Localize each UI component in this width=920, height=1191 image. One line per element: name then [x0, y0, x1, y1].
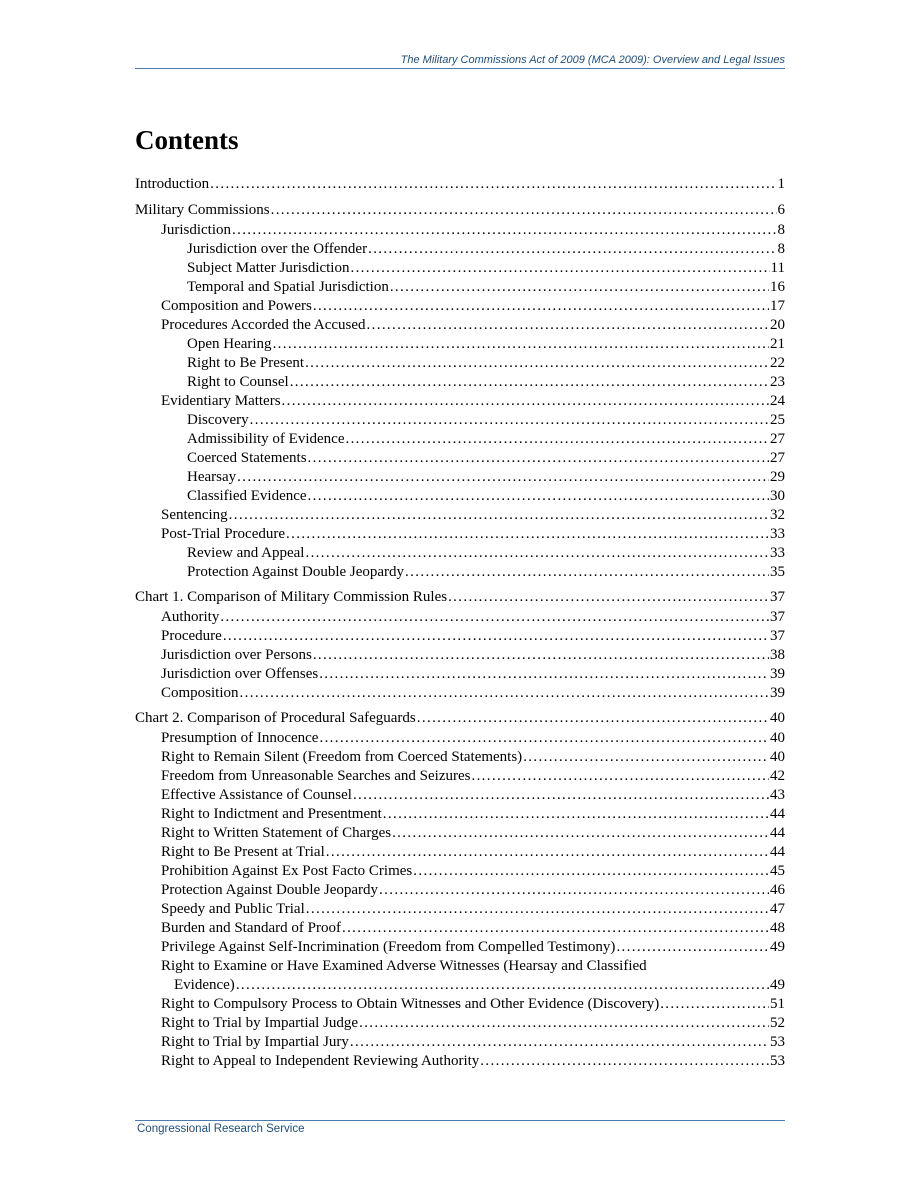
toc-entry-title: Evidentiary Matters: [161, 393, 281, 409]
dot-leader: [392, 824, 769, 843]
toc-page-number: 16: [770, 279, 785, 295]
dot-leader: [413, 862, 769, 881]
toc-entry[interactable]: [135, 748, 785, 767]
toc-entry-title: Sentencing: [161, 507, 228, 523]
toc-entry[interactable]: [135, 316, 785, 335]
dot-leader: [250, 411, 769, 430]
dot-leader: [405, 563, 769, 582]
toc-page-number: 37: [770, 628, 785, 644]
running-footer: Congressional Research Service: [137, 1123, 305, 1135]
toc-entry[interactable]: [135, 506, 785, 525]
toc-entry-title: Right to Be Present at Trial: [161, 844, 325, 860]
toc-page-number: 11: [770, 260, 785, 276]
toc-entry-title: Hearsay: [187, 469, 237, 485]
dot-leader: [471, 767, 769, 786]
header-rule: [135, 68, 785, 69]
toc-entry[interactable]: [135, 563, 785, 582]
dot-leader: [220, 608, 769, 627]
toc-page-number: 8: [777, 241, 785, 257]
dot-leader: [273, 335, 769, 354]
toc-entry[interactable]: [135, 468, 785, 487]
toc-entry[interactable]: [135, 373, 785, 392]
toc-entry-title: Right to Examine or Have Examined Adverse Witnesses (Hearsay and Classified: [161, 958, 647, 974]
toc-entry[interactable]: [135, 646, 785, 665]
dot-leader: [367, 316, 769, 335]
toc-page-number: 53: [770, 1034, 785, 1050]
toc-entry[interactable]: [135, 411, 785, 430]
toc-entry[interactable]: [135, 684, 785, 703]
dot-leader: [305, 544, 769, 563]
toc-entry[interactable]: [135, 335, 785, 354]
dot-leader: [342, 919, 769, 938]
toc-entry-title: Review and Appeal: [187, 545, 305, 561]
dot-leader: [379, 881, 769, 900]
toc-page-number: 47: [770, 901, 785, 917]
toc-page-number: 46: [770, 882, 785, 898]
toc-page-number: 40: [770, 710, 785, 726]
toc-entry-title: Authority: [161, 609, 220, 625]
toc-entry[interactable]: [135, 843, 785, 862]
toc-entry-title-continued: Evidence): [174, 977, 235, 993]
toc-entry-title: Privilege Against Self-Incrimination (Freedom from Compelled Testimony): [161, 939, 616, 955]
toc-page-number: 37: [770, 609, 785, 625]
toc-entry-title: Introduction: [135, 176, 210, 192]
toc-entry[interactable]: [135, 175, 785, 195]
dot-leader: [523, 748, 769, 767]
toc-entry-title: Jurisdiction over the Offender: [187, 241, 368, 257]
toc-entry-title: Chart 1. Comparison of Military Commission Rules: [135, 589, 448, 605]
dot-leader: [236, 976, 769, 995]
table-of-contents: [135, 175, 785, 1071]
toc-entry[interactable]: [135, 938, 785, 957]
toc-entry[interactable]: [135, 665, 785, 684]
running-header: The Military Commissions Act of 2009 (MCA 2009): Overview and Legal Issues: [400, 54, 785, 66]
toc-page-number: 52: [770, 1015, 785, 1031]
toc-page-number: 32: [770, 507, 785, 523]
toc-entry[interactable]: [135, 221, 785, 240]
toc-entry[interactable]: [135, 824, 785, 843]
dot-leader: [345, 430, 769, 449]
toc-entry[interactable]: [135, 544, 785, 563]
toc-entry-title: Protection Against Double Jeopardy: [161, 882, 379, 898]
toc-page-number: 25: [770, 412, 785, 428]
dot-leader: [417, 709, 769, 728]
toc-entry-title: Military Commissions: [135, 202, 270, 218]
dot-leader: [390, 278, 769, 297]
toc-entry-title: Temporal and Spatial Jurisdiction: [187, 279, 389, 295]
toc-entry[interactable]: [135, 919, 785, 938]
toc-page-number: 53: [770, 1053, 785, 1069]
toc-entry[interactable]: [135, 201, 785, 221]
toc-page-number: 24: [770, 393, 785, 409]
toc-page-number: 27: [770, 450, 785, 466]
toc-entry[interactable]: [135, 1014, 785, 1033]
toc-page-number: 21: [770, 336, 785, 352]
dot-leader: [319, 729, 769, 748]
toc-entry-title: Subject Matter Jurisdiction: [187, 260, 350, 276]
toc-entry-title: Protection Against Double Jeopardy: [187, 564, 405, 580]
toc-entry-title: Right to Written Statement of Charges: [161, 825, 392, 841]
dot-leader: [306, 900, 769, 919]
toc-page-number: 1: [777, 176, 785, 192]
toc-entry[interactable]: [135, 354, 785, 373]
toc-entry-title: Right to Compulsory Process to Obtain Witnesses and Other Evidence (Discovery): [161, 996, 660, 1012]
toc-entry-title: Right to Trial by Impartial Judge: [161, 1015, 359, 1031]
toc-entry-title: Classified Evidence: [187, 488, 307, 504]
dot-leader: [223, 627, 769, 646]
toc-entry-title: Procedure: [161, 628, 222, 644]
dot-leader: [326, 843, 769, 862]
toc-entry-title: Coerced Statements: [187, 450, 307, 466]
toc-entry[interactable]: [135, 1052, 785, 1071]
toc-entry[interactable]: [135, 900, 785, 919]
toc-page-number: 22: [770, 355, 785, 371]
toc-entry-title: Jurisdiction: [161, 222, 231, 238]
dot-leader: [240, 684, 769, 703]
toc-entry[interactable]: [135, 805, 785, 824]
toc-entry-title: Right to Appeal to Independent Reviewing Authority: [161, 1053, 480, 1069]
dot-leader: [359, 1014, 769, 1033]
dot-leader: [286, 525, 769, 544]
toc-page-number: 49: [770, 977, 785, 993]
dot-leader: [350, 1033, 769, 1052]
toc-entry-title: Presumption of Innocence: [161, 730, 319, 746]
toc-page-number: 43: [770, 787, 785, 803]
dot-leader: [660, 995, 769, 1014]
dot-leader: [383, 805, 769, 824]
toc-entry-title: Freedom from Unreasonable Searches and Seizures: [161, 768, 471, 784]
toc-entry-title: Burden and Standard of Proof: [161, 920, 341, 936]
dot-leader: [308, 487, 769, 506]
dot-leader: [313, 297, 769, 316]
toc-entry-title: Jurisdiction over Offenses: [161, 666, 319, 682]
toc-page-number: 48: [770, 920, 785, 936]
dot-leader: [282, 392, 769, 411]
toc-entry[interactable]: [135, 862, 785, 881]
toc-page-number: 44: [770, 806, 785, 822]
dot-leader: [319, 665, 769, 684]
toc-entry[interactable]: [135, 487, 785, 506]
toc-entry-title: Right to Counsel: [187, 374, 289, 390]
toc-page-number: 40: [770, 749, 785, 765]
toc-page-number: 49: [770, 939, 785, 955]
dot-leader: [353, 786, 769, 805]
toc-entry-title: Procedures Accorded the Accused: [161, 317, 366, 333]
toc-page-number: 29: [770, 469, 785, 485]
dot-leader: [237, 468, 769, 487]
toc-entry[interactable]: [135, 259, 785, 278]
toc-page-number: 37: [770, 589, 785, 605]
toc-entry[interactable]: [135, 278, 785, 297]
dot-leader: [480, 1052, 769, 1071]
dot-leader: [308, 449, 769, 468]
toc-entry-title: Right to Trial by Impartial Jury: [161, 1034, 349, 1050]
toc-entry-title: Post-Trial Procedure: [161, 526, 286, 542]
toc-entry[interactable]: [135, 449, 785, 468]
page-title: Contents: [135, 125, 239, 155]
toc-page-number: 30: [770, 488, 785, 504]
toc-entry-title: Right to Remain Silent (Freedom from Coerced Statements): [161, 749, 523, 765]
dot-leader: [616, 938, 769, 957]
dot-leader: [210, 175, 776, 194]
toc-page-number: 40: [770, 730, 785, 746]
toc-entry[interactable]: [135, 240, 785, 259]
toc-page-number: 44: [770, 844, 785, 860]
toc-entry-title: Chart 2. Comparison of Procedural Safeguards: [135, 710, 416, 726]
toc-page-number: 6: [777, 202, 785, 218]
toc-entry[interactable]: [135, 995, 785, 1014]
toc-page-number: 44: [770, 825, 785, 841]
toc-page-number: 51: [770, 996, 785, 1012]
toc-page-number: 17: [770, 298, 785, 314]
toc-page-number: 39: [770, 666, 785, 682]
toc-entry[interactable]: [135, 297, 785, 316]
toc-entry[interactable]: [135, 786, 785, 805]
footer-rule: [135, 1120, 785, 1121]
toc-page-number: 20: [770, 317, 785, 333]
dot-leader: [368, 240, 776, 259]
dot-leader: [350, 259, 769, 278]
toc-page-number: 42: [770, 768, 785, 784]
dot-leader: [290, 373, 769, 392]
dot-leader: [313, 646, 769, 665]
toc-page-number: 23: [770, 374, 785, 390]
toc-entry-title: Open Hearing: [187, 336, 272, 352]
toc-page-number: 39: [770, 685, 785, 701]
toc-entry[interactable]: [135, 729, 785, 748]
dot-leader: [448, 588, 769, 607]
toc-entry[interactable]: [135, 608, 785, 627]
toc-entry-title: Admissibility of Evidence: [187, 431, 345, 447]
toc-entry-title: Jurisdiction over Persons: [161, 647, 312, 663]
toc-entry[interactable]: [135, 627, 785, 646]
dot-leader: [232, 221, 777, 240]
toc-entry[interactable]: [135, 430, 785, 449]
toc-entry-title: Discovery: [187, 412, 249, 428]
toc-entry[interactable]: [135, 525, 785, 544]
toc-page-number: 35: [770, 564, 785, 580]
toc-entry-title: Composition and Powers: [161, 298, 312, 314]
dot-leader: [229, 506, 769, 525]
toc-page-number: 27: [770, 431, 785, 447]
toc-page-number: 38: [770, 647, 785, 663]
toc-entry[interactable]: [135, 392, 785, 411]
toc-entry-title: Speedy and Public Trial: [161, 901, 305, 917]
toc-page-number: 45: [770, 863, 785, 879]
toc-entry[interactable]: [135, 767, 785, 786]
toc-entry-title: Right to Indictment and Presentment: [161, 806, 382, 822]
toc-page-number: 8: [777, 222, 785, 238]
toc-entry[interactable]: [135, 881, 785, 900]
dot-leader: [305, 354, 769, 373]
dot-leader: [271, 201, 777, 220]
toc-entry-title: Right to Be Present: [187, 355, 305, 371]
toc-page-number: 33: [770, 526, 785, 542]
toc-entry[interactable]: [135, 709, 785, 729]
toc-entry[interactable]: [135, 1033, 785, 1052]
toc-entry-title: Composition: [161, 685, 239, 701]
toc-entry-title: Prohibition Against Ex Post Facto Crimes: [161, 863, 413, 879]
toc-entry[interactable]: [135, 588, 785, 608]
toc-entry-title: Effective Assistance of Counsel: [161, 787, 352, 803]
toc-page-number: 33: [770, 545, 785, 561]
toc-entry[interactable]: [135, 957, 785, 995]
